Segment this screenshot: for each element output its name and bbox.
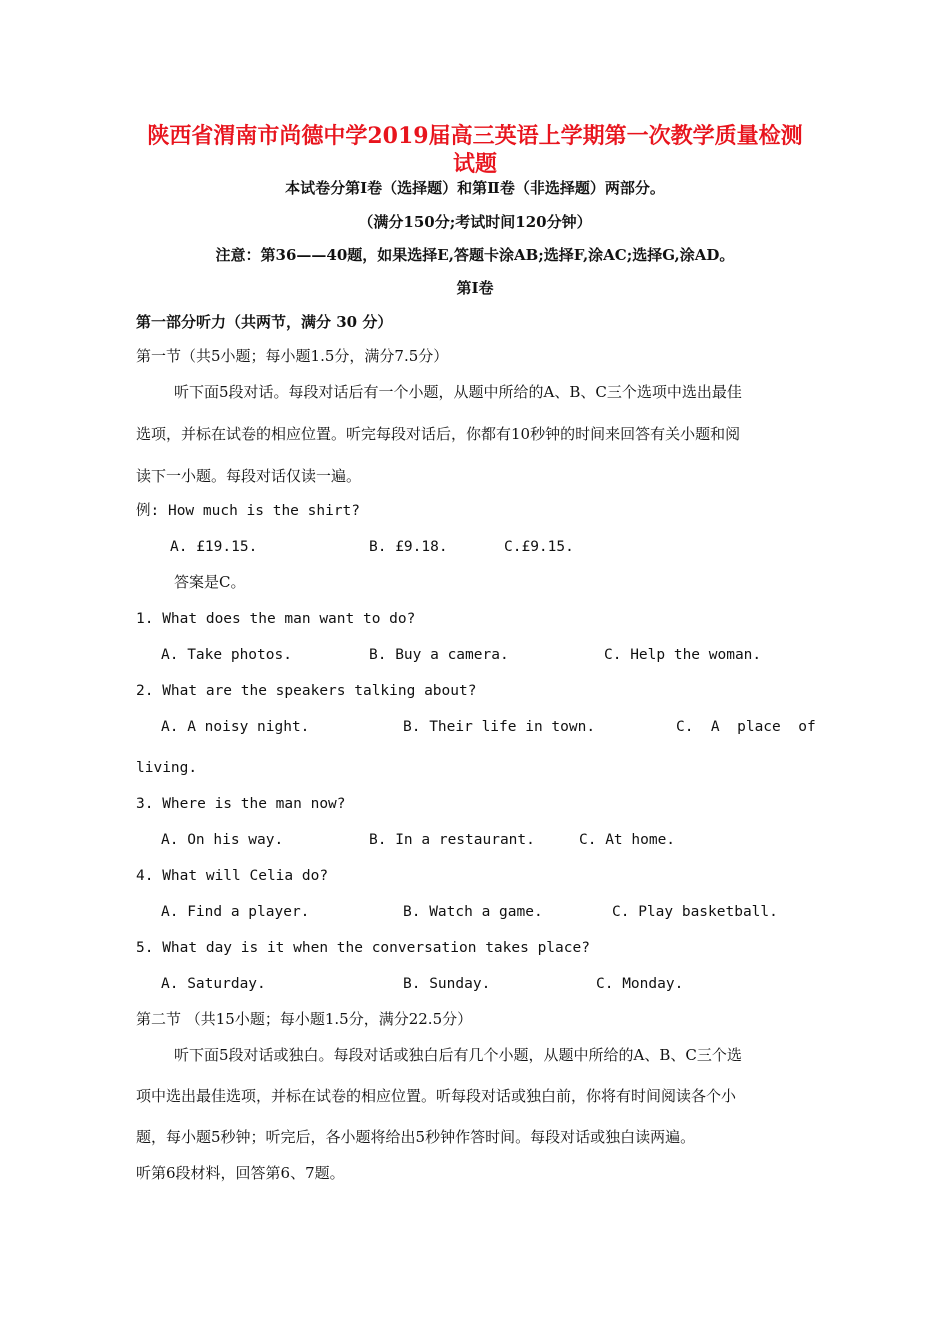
question-4-option-a: A. Find a player. [161, 904, 310, 920]
example-option-b: B. £9.18. [369, 539, 448, 555]
question-5: 5. What day is it when the conversation takes place? [136, 940, 590, 956]
question-2-option-c: C. A place of [676, 719, 816, 735]
question-2-option-a: A. A noisy night. [161, 719, 310, 735]
question-3-option-c: C. At home. [579, 832, 676, 848]
volume-heading: 第Ⅰ卷 [456, 279, 494, 297]
question-3-option-a: A. On his way. [161, 832, 284, 848]
section1-heading: 第一节（共5小题；每小题1.5分，满分7.5分） [136, 347, 449, 365]
section1-instructions-line3: 读下一小题。每段对话仅读一遍。 [136, 467, 362, 485]
question-3: 3. Where is the man now? [136, 796, 346, 812]
question-4: 4. What will Celia do? [136, 868, 329, 884]
question-5-option-a: A. Saturday. [161, 976, 266, 992]
section2-instructions-line2: 项中选出最佳选项，并标在试卷的相应位置。听每段对话或独白前，你将有时间阅读各个小 [136, 1087, 737, 1105]
example-option-a: A. £19.15. [170, 539, 258, 555]
question-2-option-c-continued: living. [136, 760, 198, 776]
section1-instructions-line2: 选项，并标在试卷的相应位置。听完每段对话后，你都有10秒钟的时间来回答有关小题和阅 [136, 425, 741, 443]
question-1-option-c: C. Help the woman. [604, 647, 762, 663]
question-1-option-b: B. Buy a camera. [369, 647, 509, 663]
material-6-note: 听第6段材料，回答第6、7题。 [136, 1164, 345, 1182]
section2-instructions-line1: 听下面5段对话或独白。每段对话或独白后有几个小题，从题中所给的A、B、C三个选 [174, 1046, 742, 1064]
question-4-option-c: C. Play basketball. [612, 904, 778, 920]
section1-instructions-line1: 听下面5段对话。每段对话后有一个小题，从题中所给的A、B、C三个选项中选出最佳 [174, 383, 742, 401]
question-3-option-b: B. In a restaurant. [369, 832, 535, 848]
question-5-option-b: B. Sunday. [403, 976, 491, 992]
example-question: 例: How much is the shirt? [136, 503, 361, 519]
question-1: 1. What does the man want to do? [136, 611, 416, 627]
question-2-option-b: B. Their life in town. [403, 719, 596, 735]
part1-heading: 第一部分听力（共两节，满分 30 分） [136, 313, 393, 331]
exam-structure-note: 本试卷分第Ⅰ卷（选择题）和第Ⅱ卷（非选择题）两部分。 [285, 179, 665, 197]
question-5-option-c: C. Monday. [596, 976, 684, 992]
question-4-option-b: B. Watch a game. [403, 904, 543, 920]
section2-instructions-line3: 题，每小题5秒钟；听完后，各小题将给出5秒钟作答时间。每段对话或独白读两遍。 [136, 1128, 696, 1146]
exam-title-line1: 陕西省渭南市尚德中学2019届高三英语上学期第一次教学质量检测 [147, 123, 803, 149]
score-time-note: （满分150分;考试时间120分钟） [358, 213, 592, 231]
section2-heading: 第二节 （共15小题；每小题1.5分，满分22.5分） [136, 1010, 473, 1028]
question-2: 2. What are the speakers talking about? [136, 683, 477, 699]
example-option-c: C.£9.15. [504, 539, 574, 555]
exam-title-line2: 试题 [452, 151, 497, 177]
example-answer: 答案是C。 [174, 573, 246, 591]
question-1-option-a: A. Take photos. [161, 647, 292, 663]
answer-notice: 注意：第36——40题，如果选择E,答题卡涂AB;选择F,涂AC;选择G,涂AD。 [215, 246, 735, 264]
